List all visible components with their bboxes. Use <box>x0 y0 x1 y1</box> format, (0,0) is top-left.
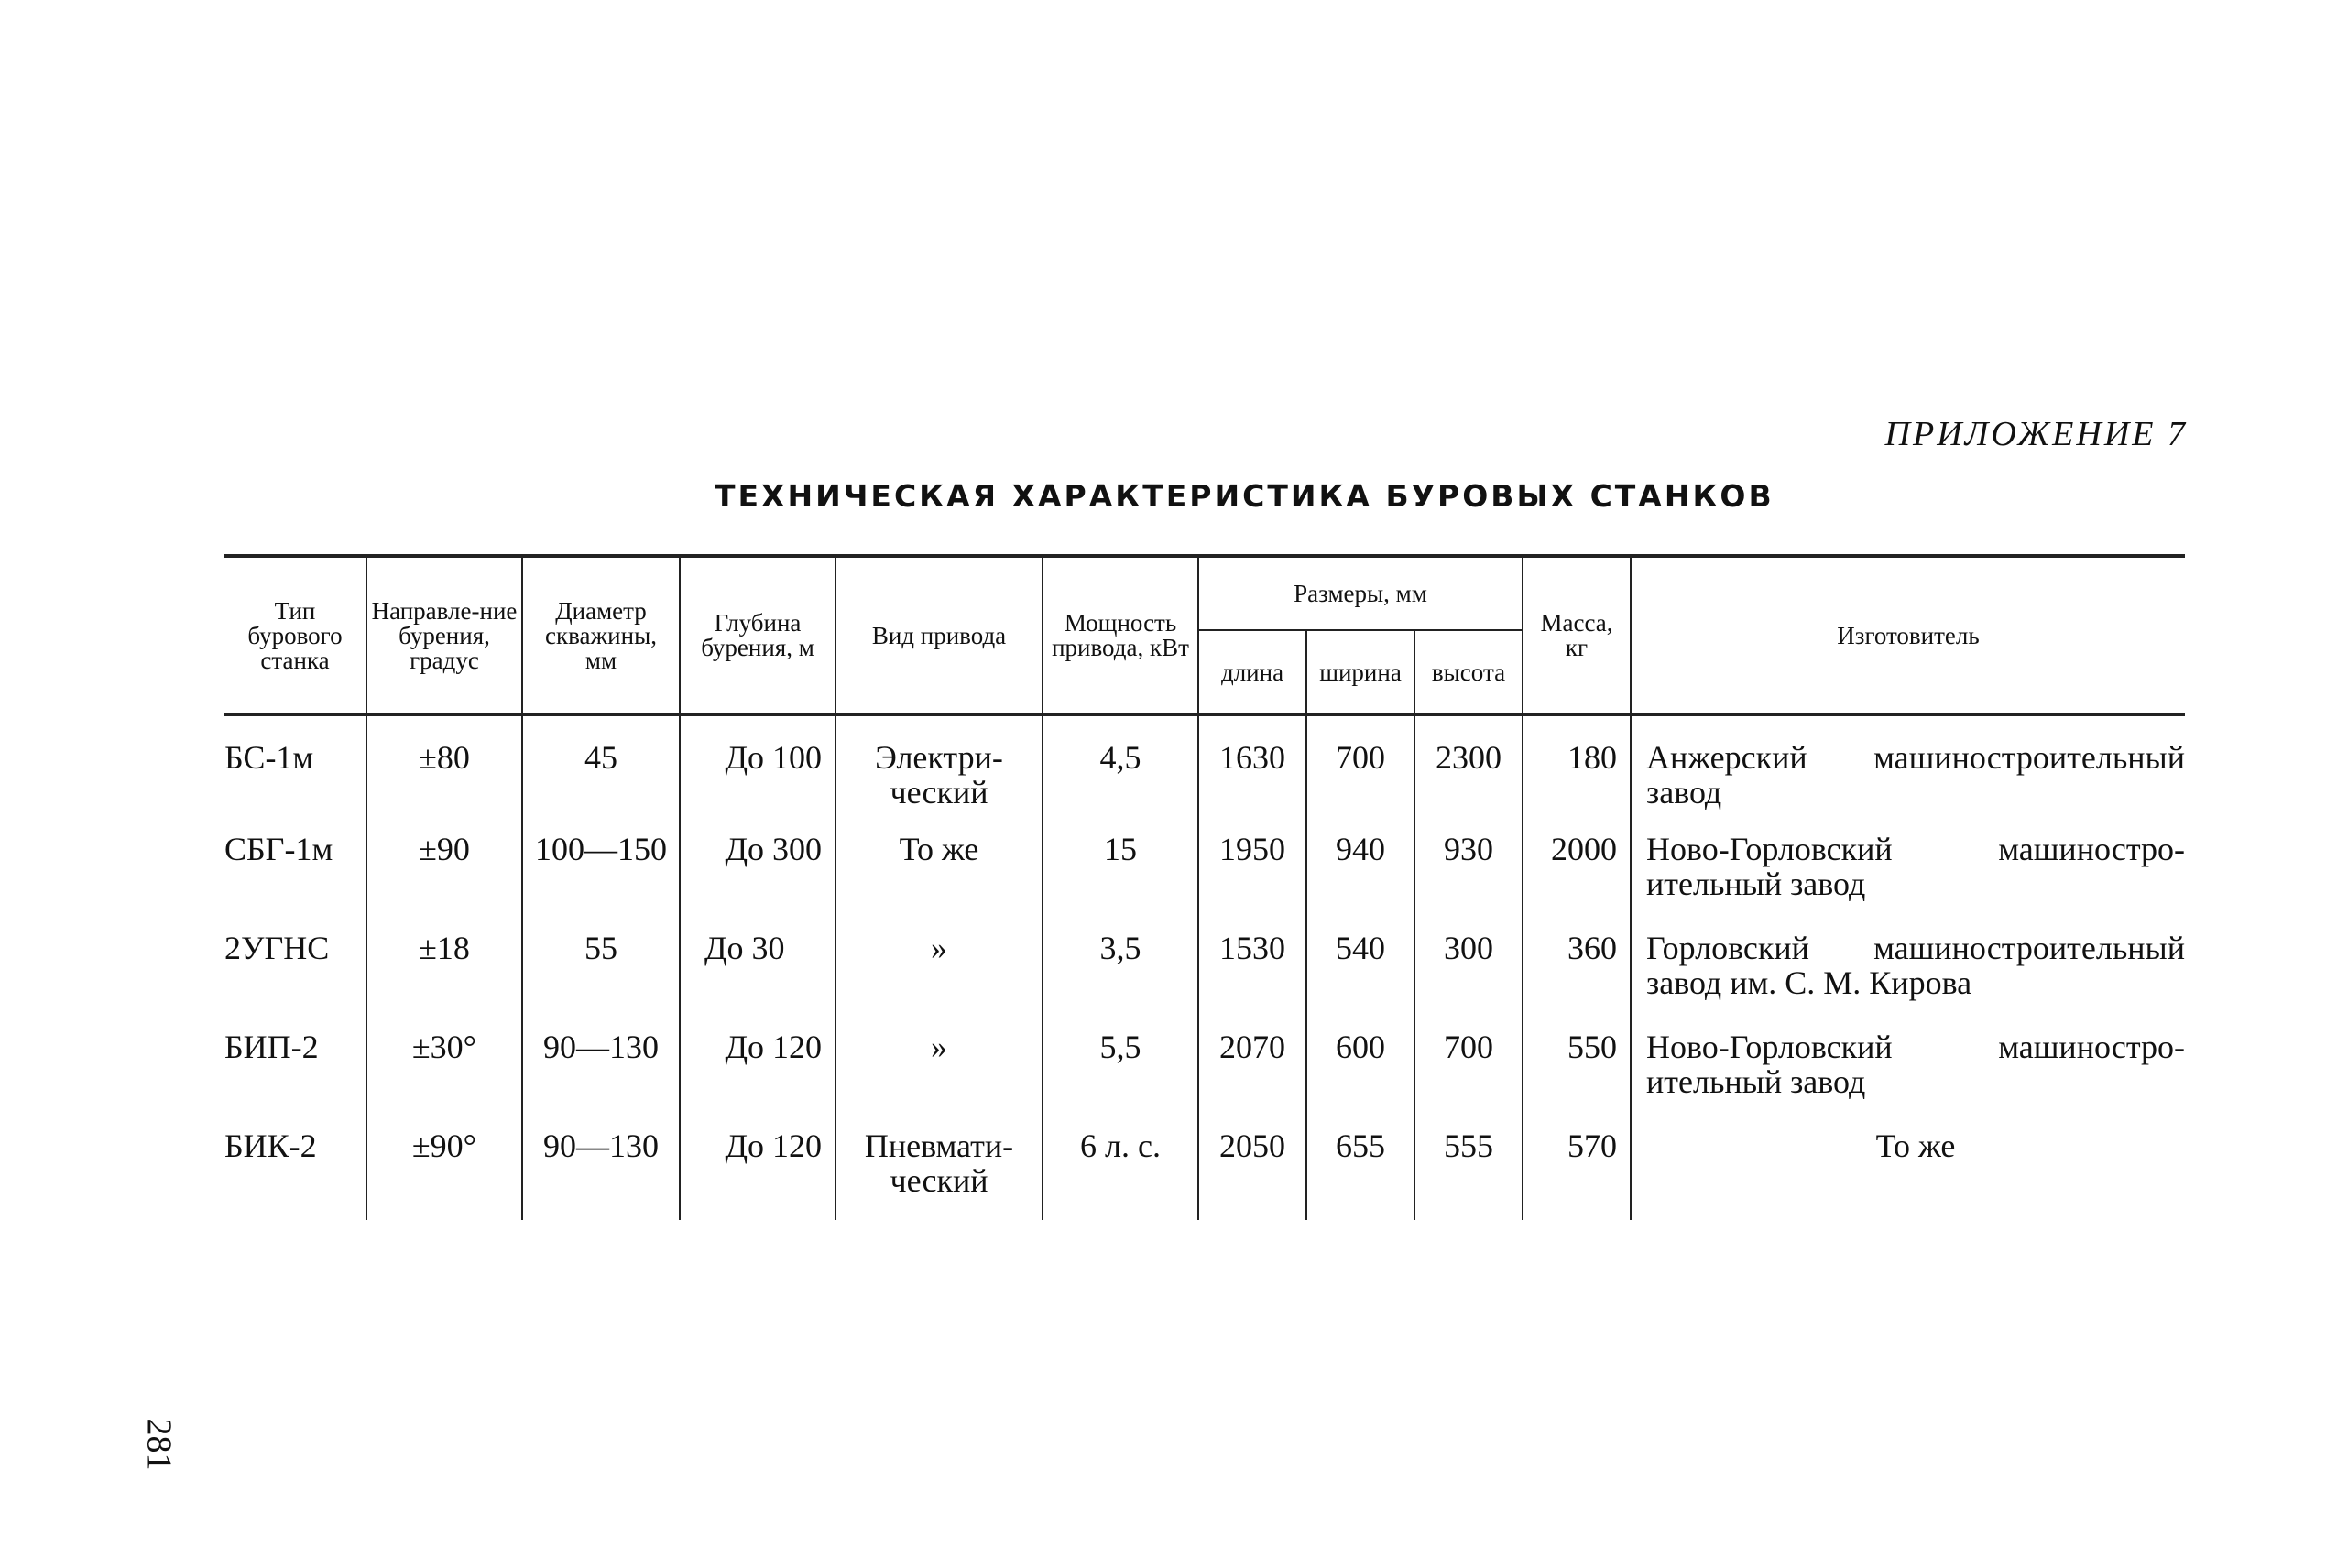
cell-direction: ±90° <box>366 1128 522 1220</box>
cell-type: БИК-2 <box>224 1127 317 1164</box>
cell-type: БИП-2 <box>224 1029 319 1065</box>
cell-depth: До 120 <box>680 1029 835 1128</box>
cell-depth: До 300 <box>680 832 835 931</box>
cell-width: 940 <box>1306 832 1414 931</box>
cell-diameter: 90—130 <box>522 1029 680 1128</box>
header-depth: Глубина бурения, м <box>680 556 835 715</box>
table-body <box>224 715 2185 1221</box>
header-power: Мощность привода, кВт <box>1043 556 1198 715</box>
appendix-label: ПРИЛОЖЕНИЕ 7 <box>1884 415 2188 453</box>
header-drive: Вид привода <box>835 556 1043 715</box>
cell-mass: 2000 <box>1523 832 1631 931</box>
cell-height: 930 <box>1414 832 1523 931</box>
header-height: высота <box>1414 630 1523 715</box>
cell-mass: 360 <box>1523 931 1631 1029</box>
cell-drive: Пневмати-ческий <box>835 1128 1043 1220</box>
cell-maker: То же <box>1631 1128 2185 1220</box>
header-length: длина <box>1198 630 1306 715</box>
cell-diameter: 45 <box>522 715 680 833</box>
cell-maker: Анжерский машиностроительный завод <box>1631 715 2185 833</box>
cell-length: 2050 <box>1198 1128 1306 1220</box>
cell-diameter: 100—150 <box>522 832 680 931</box>
page-number: 281 <box>139 1418 179 1471</box>
header-type: Тип бурового станка <box>224 556 366 715</box>
cell-length: 1630 <box>1198 715 1306 833</box>
table-row <box>224 715 2185 833</box>
document-title: ТЕХНИЧЕСКАЯ ХАРАКТЕРИСТИКА БУРОВЫХ СТАНКОВ <box>715 478 1775 514</box>
cell-type: БС-1м <box>224 739 314 776</box>
table-row <box>224 1128 2185 1220</box>
cell-length: 1950 <box>1198 832 1306 931</box>
drilling-rigs-table <box>224 554 2185 1220</box>
cell-direction: ±90 <box>366 832 522 931</box>
cell-maker: Ново-Горловский машиностро-ительный завод <box>1631 1029 2185 1128</box>
cell-diameter: 90—130 <box>522 1128 680 1220</box>
cell-type: СБГ-1м <box>224 831 333 867</box>
cell-power: 6 л. с. <box>1043 1128 1198 1220</box>
cell-height: 700 <box>1414 1029 1523 1128</box>
cell-maker: Ново-Горловский машиностро-ительный завод <box>1631 832 2185 931</box>
cell-height: 555 <box>1414 1128 1523 1220</box>
cell-depth: До 120 <box>680 1128 835 1220</box>
cell-mass: 570 <box>1523 1128 1631 1220</box>
cell-depth: До 30 <box>680 931 835 1029</box>
table-row <box>224 832 2185 931</box>
cell-width: 540 <box>1306 931 1414 1029</box>
cell-power: 15 <box>1043 832 1198 931</box>
table-header <box>224 556 2185 715</box>
header-width: ширина <box>1306 630 1414 715</box>
header-mass: Масса, кг <box>1523 556 1631 715</box>
cell-direction: ±80 <box>366 715 522 833</box>
cell-direction: ±18 <box>366 931 522 1029</box>
cell-drive: » <box>835 931 1043 1029</box>
cell-power: 3,5 <box>1043 931 1198 1029</box>
cell-width: 655 <box>1306 1128 1414 1220</box>
table-row <box>224 931 2185 1029</box>
header-diameter: Диаметр скважины, мм <box>522 556 680 715</box>
cell-maker: Горловский машиностроительный завод им. С. М. Кирова <box>1631 931 2185 1029</box>
cell-length: 1530 <box>1198 931 1306 1029</box>
cell-mass: 180 <box>1523 715 1631 833</box>
cell-width: 600 <box>1306 1029 1414 1128</box>
header-maker: Изготовитель <box>1631 556 2185 715</box>
cell-power: 4,5 <box>1043 715 1198 833</box>
cell-depth: До 100 <box>680 715 835 833</box>
header-direction: Направле-ние бурения, градус <box>366 556 522 715</box>
cell-height: 2300 <box>1414 715 1523 833</box>
cell-drive: Электри-ческий <box>835 715 1043 833</box>
cell-type: 2УГНС <box>224 930 330 966</box>
table-row <box>224 1029 2185 1128</box>
cell-mass: 550 <box>1523 1029 1631 1128</box>
cell-power: 5,5 <box>1043 1029 1198 1128</box>
cell-height: 300 <box>1414 931 1523 1029</box>
cell-drive: » <box>835 1029 1043 1128</box>
cell-direction: ±30° <box>366 1029 522 1128</box>
cell-drive: То же <box>835 832 1043 931</box>
header-dimensions: Размеры, мм <box>1198 556 1523 630</box>
cell-width: 700 <box>1306 715 1414 833</box>
cell-length: 2070 <box>1198 1029 1306 1128</box>
cell-diameter: 55 <box>522 931 680 1029</box>
